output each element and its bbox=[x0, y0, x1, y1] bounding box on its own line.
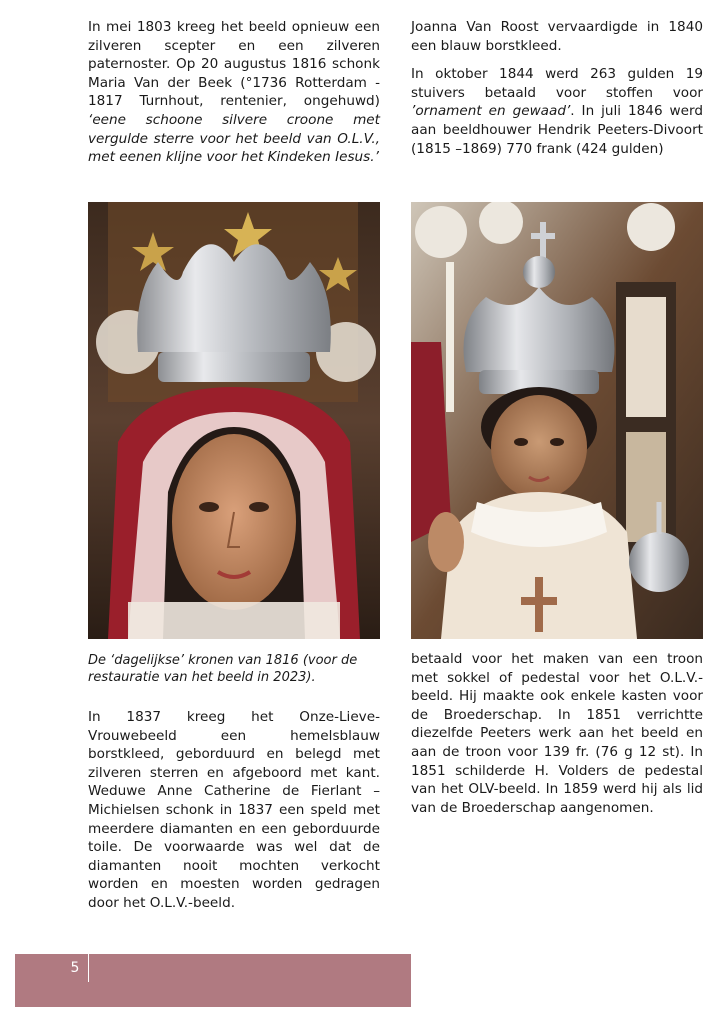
text-column-left-top bbox=[88, 18, 380, 167]
paragraph: Joanna Van Roost vervaardigde in 1840 een blauw borstkleed. bbox=[411, 19, 703, 54]
paragraph: betaald voor het maken van een troon met sokkel of pedestal voor het O.L.V.-beeld. Hij maakte ook enkele kasten voor de Broederschap. In 1851 verrichtte diezelfde Peeters werk aan het beeld en aan de troon voor 139 fr. (76 g 12 st). In 1851 schilderde H. Volders de pedestal van het OLV-beeld. In 1859 werd hij als lid van de Broederschap aangenomen. bbox=[411, 651, 703, 816]
page-number: 5 bbox=[70, 960, 80, 976]
madonna-statue-illustration bbox=[88, 202, 380, 639]
footer-bar bbox=[15, 954, 411, 1007]
quote: ’ornament en gewaad’ bbox=[411, 103, 571, 120]
text-column-left-bottom bbox=[88, 708, 380, 913]
photo-christ-child-crown bbox=[411, 202, 703, 639]
footer-divider bbox=[88, 954, 89, 982]
paragraph: In 1837 kreeg het Onze-Lieve-Vrouwebeeld een hemelsblauw borstkleed, geborduurd en belegd met zilveren sterren en afgeboord met kant. Weduwe Anne Catherine de Fierlant – Michielsen schonk in 1837 een speld met meerdere diamanten en een geborduurde toile. De voorwaarde was wel dat de diamanten nooit mochten verkocht worden en moesten worden gedragen door het O.L.V.-beeld. bbox=[88, 709, 380, 911]
christ-child-statue-illustration bbox=[411, 202, 703, 639]
paragraph: In mei 1803 kreeg het beeld opnieuw een zilveren scepter en een zilveren paternoster. Op 20 augustus 1816 schonk Maria Van der Beek (°1736 Rotterdam - 1817 Turnhout, rentenier, ongehuwd) ‘eene schoone silvere croone met vergulde sterre voor het beeld van O.L.V., met eenen klijne voor het Kindeken Iesus.’ bbox=[88, 19, 380, 166]
quote: ‘eene schoone silvere croone met vergulde sterre voor het beeld van O.L.V., met eenen klijne voor het Kindeken Iesus.’ bbox=[88, 111, 380, 166]
text-column-right-top bbox=[411, 18, 703, 158]
photo-madonna-crown bbox=[88, 202, 380, 639]
photo-caption: De ‘dagelijkse’ kronen van 1816 (voor de restauratie van het beeld in 2023). bbox=[88, 653, 358, 685]
text-column-right-bottom bbox=[411, 650, 703, 817]
paragraph: In oktober 1844 werd 263 gulden 19 stuivers betaald voor stoffen voor ’ornament en gewaad’. In juli 1846 werd aan beeldhouwer Hendrik Peeters-Divoort (1815 –1869) 770 frank (424 gulden) bbox=[411, 66, 703, 157]
